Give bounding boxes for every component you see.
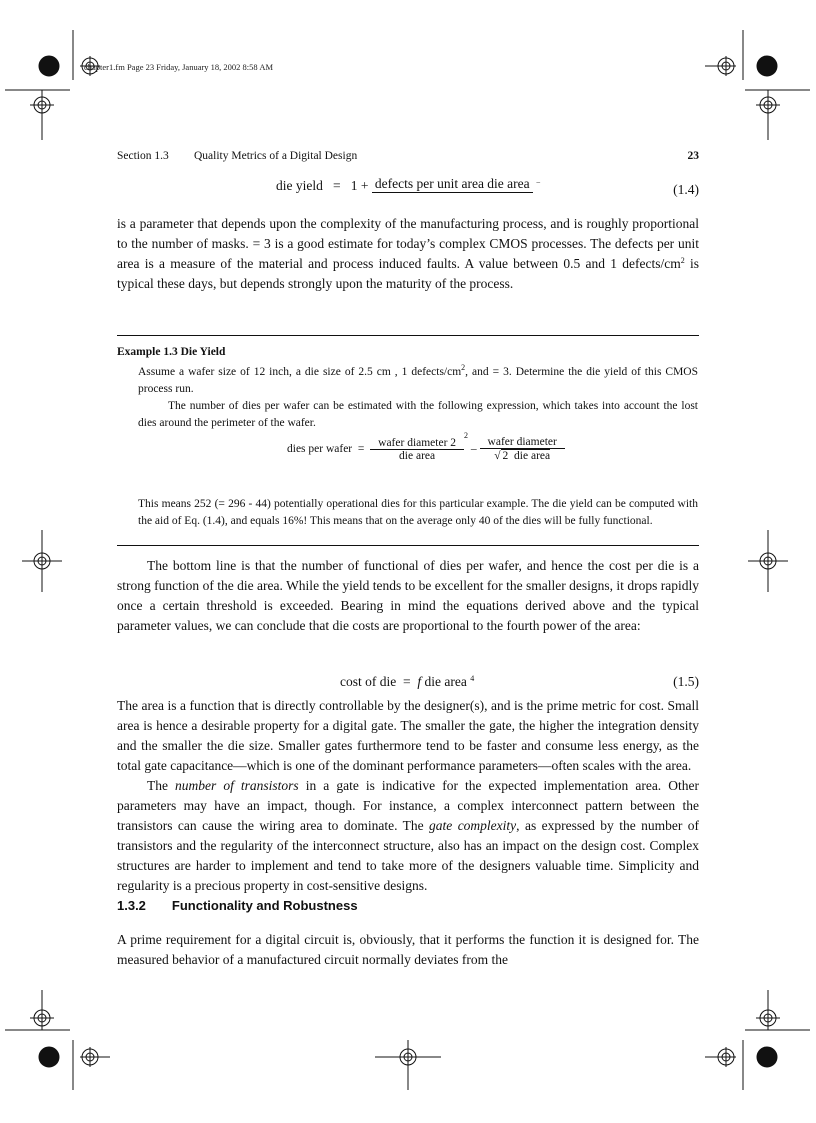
- crop-mark-bottom-center: [375, 1040, 441, 1090]
- dpw-fraction-1: [370, 437, 464, 462]
- equation-1-4: [276, 176, 541, 194]
- eq15-superscript: 4: [470, 674, 475, 683]
- dpw-num-2: wafer diameter: [480, 436, 565, 449]
- dpw-den-2-text: die area: [514, 450, 551, 463]
- header-title: Quality Metrics of a Digital Design: [194, 150, 358, 162]
- eq14-one-plus: 1 +: [350, 178, 369, 193]
- crop-mark-bottom-right: [705, 990, 810, 1090]
- paragraph-functionality: A prime requirement for a digital circuit is, obviously, that it performs the function it is designed for. The measured behavior of a manufactured circuit normally deviates from the: [117, 932, 699, 967]
- dpw-lhs: dies per wafer: [287, 443, 353, 455]
- example-top-rule: [117, 335, 699, 336]
- dpw-den-2: [480, 449, 565, 462]
- example-title: Example 1.3 Die Yield: [117, 346, 226, 358]
- header-section: Section 1.3: [117, 150, 169, 162]
- example-p1-tail: , and = 3. Determine the die yield of this CMOS process run.: [138, 366, 698, 395]
- eq14-numerator: defects per unit area die area: [372, 176, 533, 193]
- eq15-equals: =: [403, 674, 411, 689]
- para4-b: in a gate is indicative for the expected implementation area. Other parameters may have an impact, though. For instance, a complex interconnect pattern between the transistors can cause the wiring area to dominate. The: [117, 778, 699, 833]
- paragraph-alpha: [117, 214, 699, 294]
- para4-em-number-of-transistors: number of transistors: [175, 778, 299, 793]
- crop-mark-bottom-left: [5, 990, 110, 1090]
- dpw-den-1: die area: [399, 449, 436, 462]
- dpw-minus: –: [470, 443, 477, 455]
- eq14-lhs: die yield: [276, 178, 323, 193]
- dpw-fraction-2: [480, 436, 565, 462]
- example-paragraph-2: The number of dies per wafer can be estimated with the following expression, which takes into account the lost dies around the perimeter of the wafer.: [138, 400, 698, 429]
- eq15-arg: die area: [424, 674, 467, 689]
- dpw-root: [501, 449, 551, 462]
- example-paragraph-1: [138, 364, 698, 397]
- example-p1-text: Assume a wafer size of 12 inch, a die size of 2.5 cm , 1 defects/cm: [138, 366, 462, 378]
- para4-a: The: [147, 778, 176, 793]
- print-slug: chapter1.fm Page 23 Friday, January 18, 2002 8:58 AM: [84, 62, 274, 72]
- dpw-num-1: wafer diameter 2: [370, 437, 464, 450]
- equation-1-5: [340, 674, 474, 690]
- dpw-equals: =: [357, 443, 365, 455]
- para1-superscript: 2: [680, 256, 685, 265]
- example-bottom-rule: [117, 545, 699, 546]
- subsection-title: Functionality and Robustness: [171, 898, 358, 913]
- crop-mark-top-left: [5, 30, 100, 140]
- crop-mark-middle-right: [748, 530, 788, 592]
- eq14-number: (1.4): [673, 182, 699, 197]
- eq15-lhs: cost of die: [340, 674, 397, 689]
- sqrt-icon: √: [494, 450, 501, 463]
- example-p1-superscript: 2: [461, 363, 466, 372]
- paragraph-bottom-line: The bottom line is that the number of functional of dies per wafer, and hence the cost per die is a strong function of the die area. While the yield tends to be excellent for the smaller designs, it drops rapidly once a certain threshold is exceeded. Bearing in mind the equations derived above and the typical parameter values, we can conclude that die costs are proportional to the fourth power of the area:: [117, 558, 699, 633]
- eq15-number: (1.5): [673, 674, 699, 689]
- equation-dies-per-wafer: [287, 431, 565, 463]
- eq15-f: f: [417, 674, 422, 689]
- page-number: 23: [687, 150, 699, 162]
- eq14-exponent: −: [536, 178, 541, 187]
- example-paragraph-3: This means 252 (= 296 - 44) potentially operational dies for this particular example. The die yield can be computed with the aid of Eq. (1.4), and equals 16%! This means that on the average only 40 of the dies will be fully functional.: [138, 498, 698, 527]
- paragraph-area: The area is a function that is directly controllable by the designer(s), and is the prime metric for cost. Small area is hence a desirable property for a digital gate. The smaller the gate, the higher the integration density and the smaller the die size. Smaller gates furthermore tend to be faster and consume less energy, as the total gate capacitance—which is one of the dominant performance parameters—often scales with the area.: [117, 698, 699, 773]
- dpw-root-value: 2: [502, 450, 509, 463]
- para4-c: , as expressed by the number of transistors and the regularity of the interconnect structure, also has an impact on the design cost. Complex structures are harder to implement and tend to take more of the designers valuable time. Simplicity and regularity is a precious property in cost-sensitive designs.: [117, 818, 699, 893]
- para1-text: is a parameter that depends upon the complexity of the manufacturing process, and is roughly proportional to the number of masks. = 3 is a good estimate for today’s complex CMOS processes. The defects per unit area is a measure of the material and process induced faults. A value between 0.5 and 1 defects/cm: [117, 216, 699, 271]
- crop-mark-top-right: [705, 30, 810, 140]
- subsection-number: 1.3.2: [117, 898, 146, 913]
- eq14-fraction: [372, 176, 533, 193]
- paragraph-transistors: [117, 776, 699, 896]
- para4-em-gate-complexity: gate complexity: [429, 818, 517, 833]
- crop-mark-middle-left: [22, 530, 62, 592]
- eq14-equals: =: [333, 178, 341, 193]
- subsection-heading: [117, 898, 358, 913]
- para1-tail: is typical these days, but depends strongly upon the maturity of the process.: [117, 256, 699, 291]
- dpw-superscript: 2: [464, 431, 469, 440]
